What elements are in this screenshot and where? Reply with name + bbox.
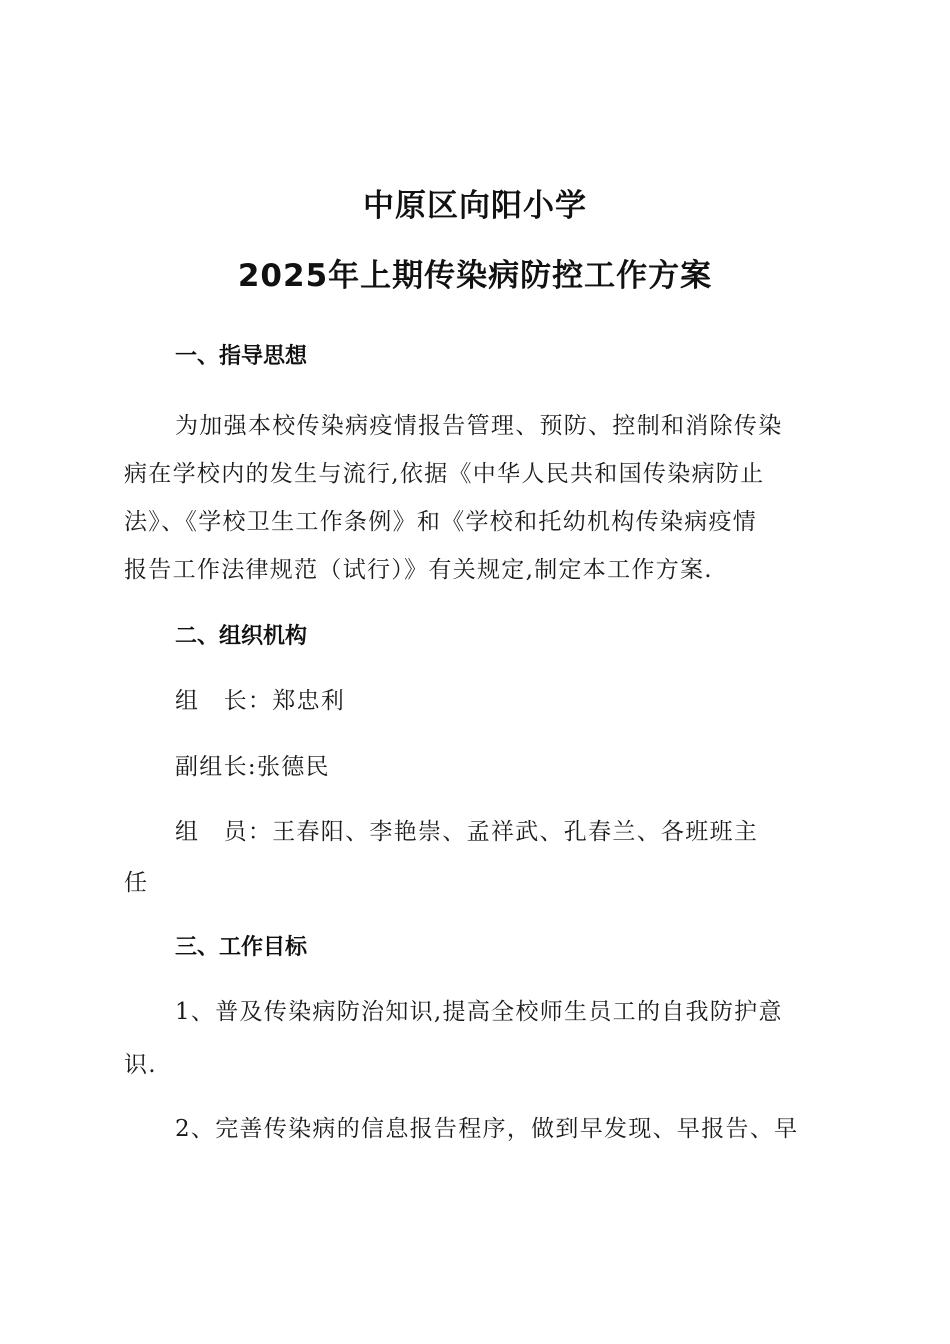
paragraph-line: 病在学校内的发生与流行,依据《中华人民共和国传染病防止 bbox=[124, 461, 765, 487]
document-title-plan: 2025年上期传染病防控工作方案 bbox=[237, 258, 713, 294]
document-title-school: 中原区向阳小学 bbox=[363, 188, 587, 224]
goal-1-line: 1、普及传染病防治知识,提高全校师生员工的自我防护意 bbox=[175, 999, 783, 1025]
group-leader-line: 组 长：郑忠利 bbox=[175, 688, 346, 714]
goal-2-line: 2、完善传染病的信息报告程序，做到早发现、早报告、早 bbox=[175, 1116, 799, 1142]
paragraph-line: 法》、《学校卫生工作条例》和《学校和托幼机构传染病疫情 bbox=[124, 509, 758, 535]
section-heading-work-goals: 三、工作目标 bbox=[175, 935, 308, 960]
section-heading-guiding-ideology: 一、指导思想 bbox=[175, 344, 308, 369]
paragraph-guiding-ideology bbox=[124, 402, 824, 594]
group-members-line-cont: 任 bbox=[124, 870, 149, 896]
goal-1-line-cont: 识. bbox=[124, 1052, 157, 1078]
deputy-leader-line: 副组长:张德民 bbox=[175, 754, 330, 780]
section-heading-organization: 二、组织机构 bbox=[175, 624, 308, 649]
paragraph-line: 报告工作法律规范（试行）》有关规定,制定本工作方案. bbox=[124, 557, 713, 583]
group-members-line: 组 员：王春阳、李艳崇、孟祥武、孔春兰、各班班主 bbox=[175, 819, 759, 845]
paragraph-line: 为加强本校传染病疫情报告管理、预防、控制和消除传染 bbox=[175, 413, 783, 439]
